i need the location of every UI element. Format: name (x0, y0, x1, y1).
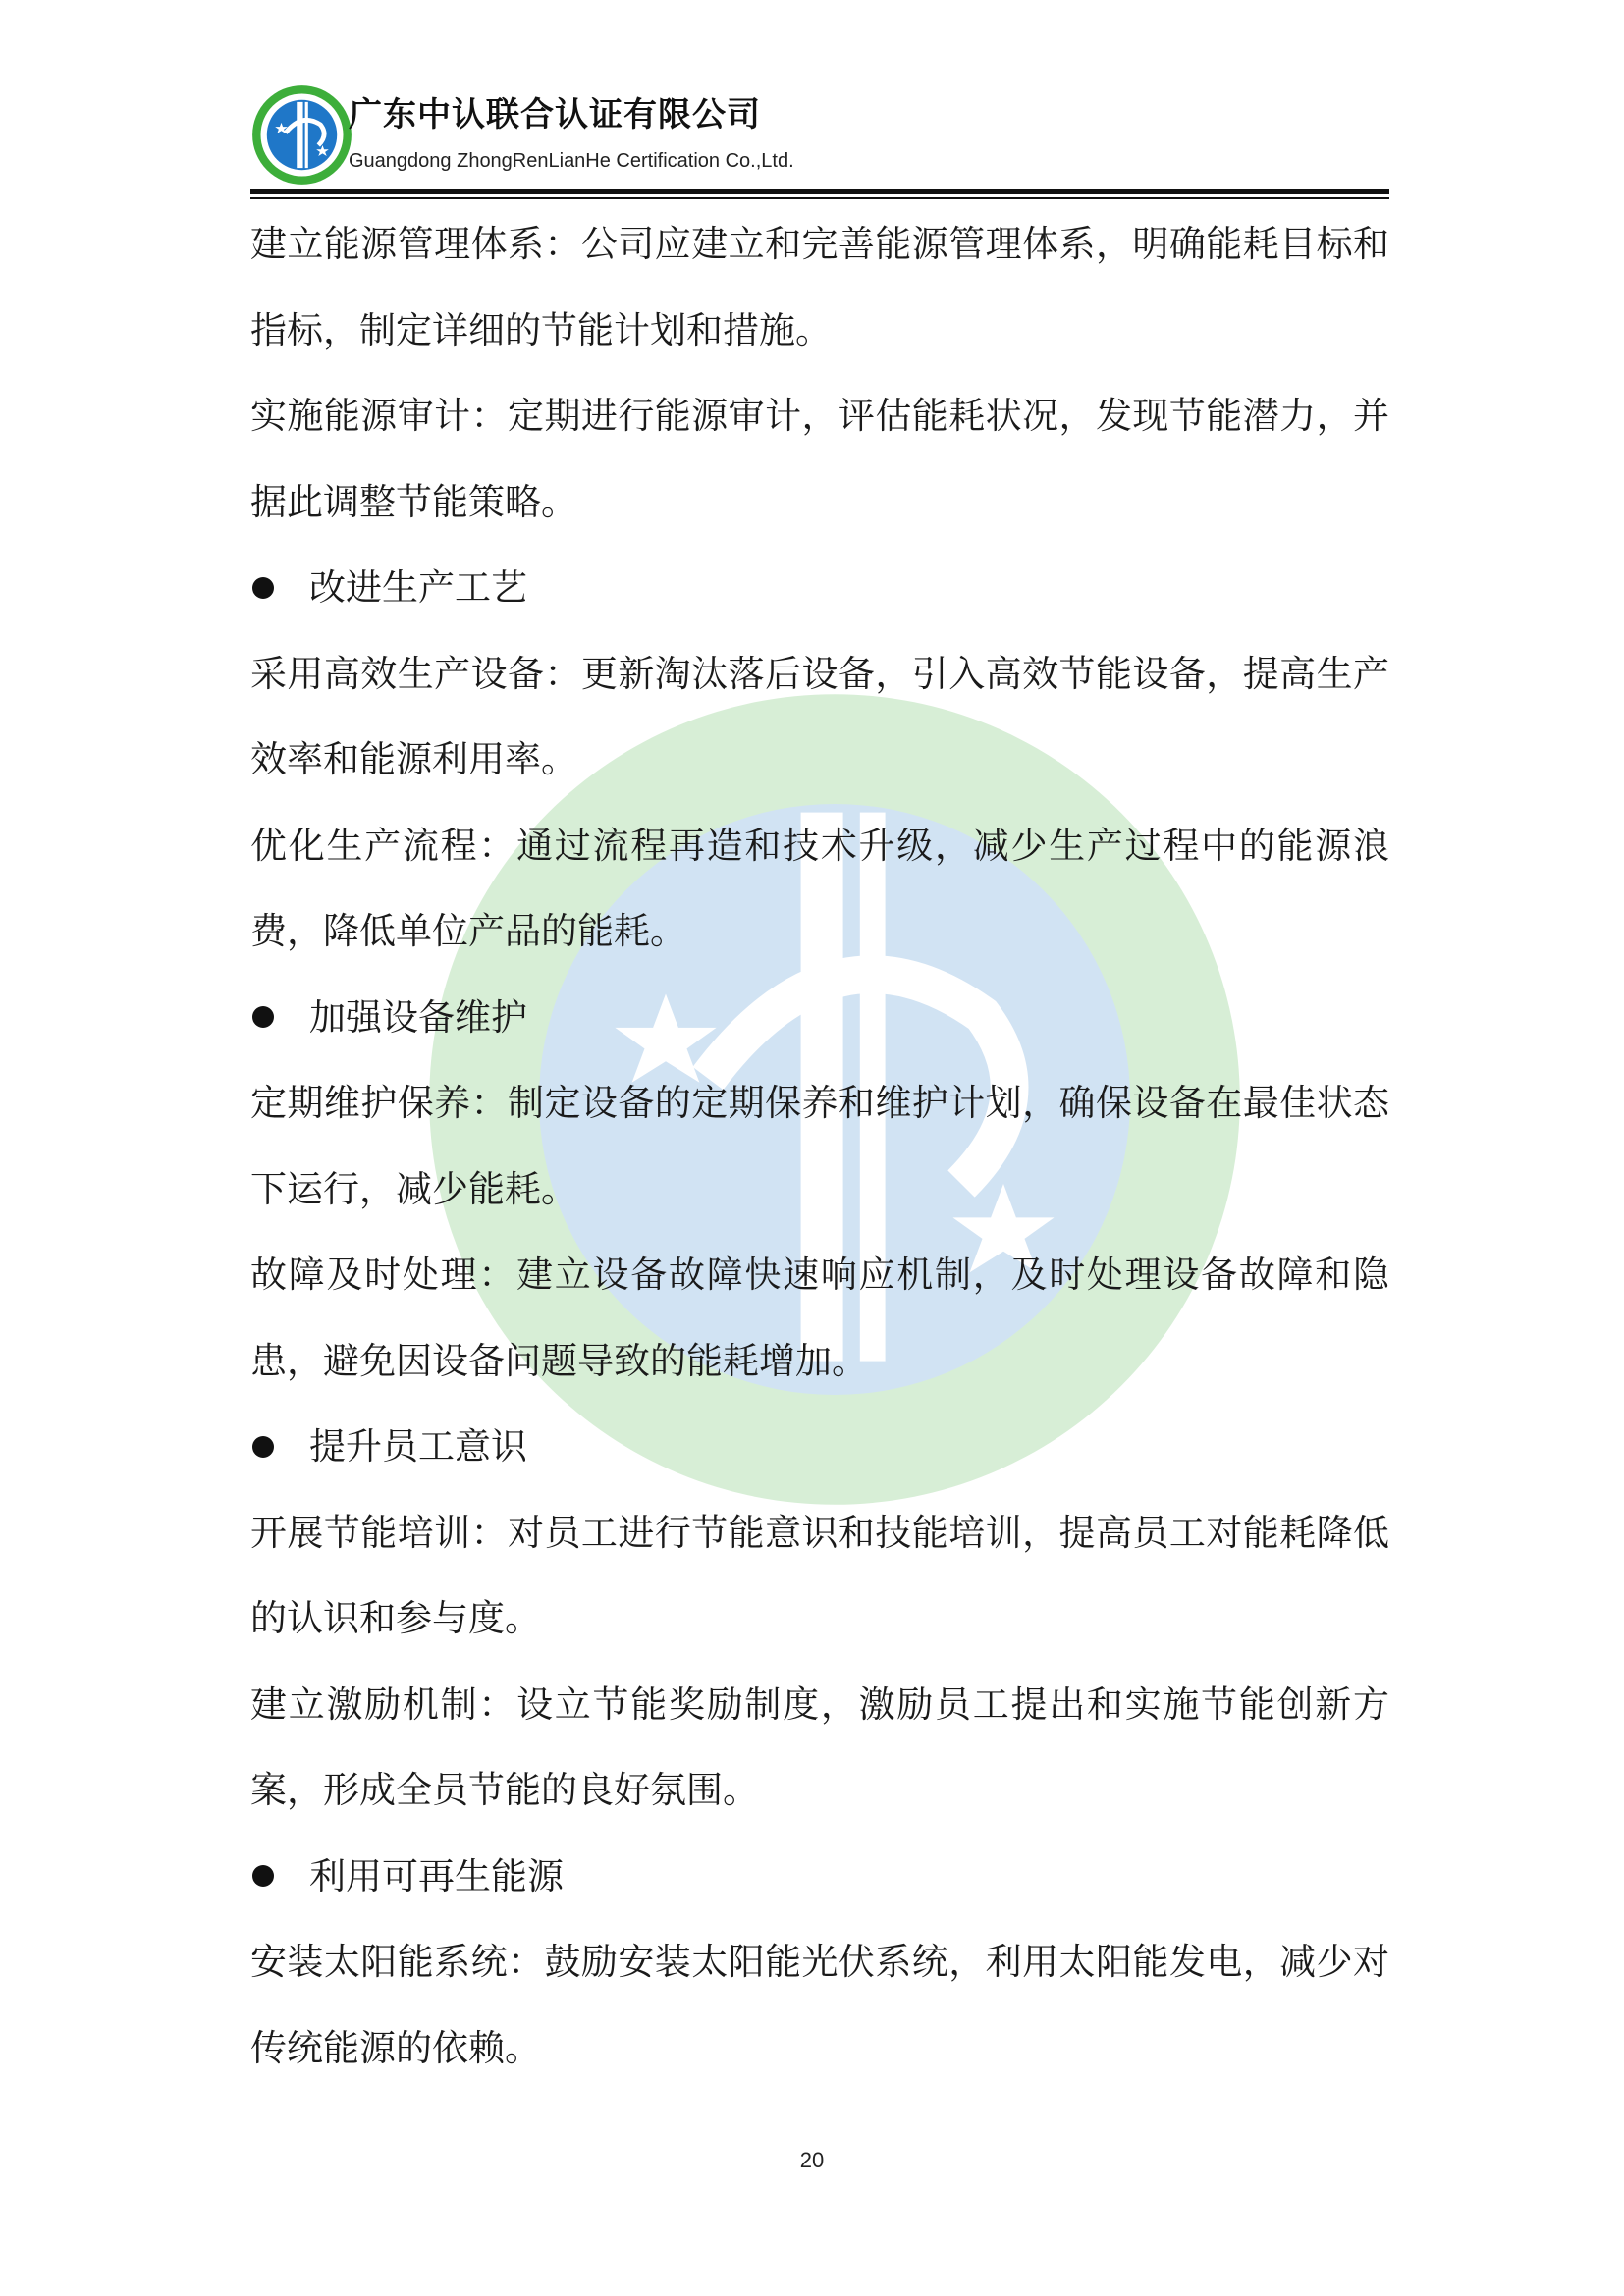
paragraph: 定期维护保养：制定设备的定期保养和维护计划，确保设备在最佳状态下运行，减少能耗。 (250, 1082, 1389, 1210)
paragraph: 安装太阳能系统：鼓励安装太阳能光伏系统，利用太阳能发电，减少对传统能源的依赖。 (250, 1941, 1389, 2069)
paragraph: 故障及时处理：建立设备故障快速响应机制，及时处理设备故障和隐患，避免因设备问题导致的能耗增加。 (250, 1254, 1389, 1382)
header-rule-thick (250, 189, 1389, 194)
bullet-heading-text: 改进生产工艺 (309, 566, 527, 609)
paragraph: 采用高效生产设备：更新淘汰落后设备，引入高效节能设备，提高生产效率和能源利用率。 (250, 652, 1389, 780)
bullet-heading (250, 975, 1389, 1061)
page-header (250, 83, 1389, 196)
bullet-icon (252, 577, 274, 599)
bullet-heading-text: 利用可再生能源 (309, 1854, 564, 1897)
bullet-heading-text: 提升员工意识 (309, 1425, 527, 1468)
bullet-heading (250, 1404, 1389, 1490)
company-logo-icon (250, 83, 353, 187)
page-number: 20 (799, 2148, 825, 2172)
company-name-en: Guangdong ZhongRenLianHe Certification Co.,Ltd. (349, 150, 794, 172)
paragraph: 建立激励机制：设立节能奖励制度，激励员工提出和实施节能创新方案，形成全员节能的良好氛围。 (250, 1682, 1389, 1811)
paragraph: 实施能源审计：定期进行能源审计，评估能耗状况，发现节能潜力，并据此调整节能策略。 (250, 395, 1389, 523)
bullet-heading (250, 1834, 1389, 1920)
bullet-icon (252, 1006, 274, 1028)
paragraph: 优化生产流程：通过流程再造和技术升级，减少生产过程中的能源浪费，降低单位产品的能耗。 (250, 824, 1389, 952)
document-body (250, 201, 1389, 2091)
company-name-cn: 广东中认联合认证有限公司 (349, 95, 761, 134)
bullet-heading-text: 加强设备维护 (309, 995, 527, 1039)
header-rule-thin (250, 197, 1389, 199)
paragraph: 开展节能培训：对员工进行节能意识和技能培训，提高员工对能耗降低的认识和参与度。 (250, 1511, 1389, 1639)
bullet-icon (252, 1865, 274, 1887)
paragraph: 建立能源管理体系：公司应建立和完善能源管理体系，明确能耗目标和指标，制定详细的节能计划和措施。 (250, 223, 1389, 351)
bullet-heading (250, 545, 1389, 631)
bullet-icon (252, 1436, 274, 1458)
